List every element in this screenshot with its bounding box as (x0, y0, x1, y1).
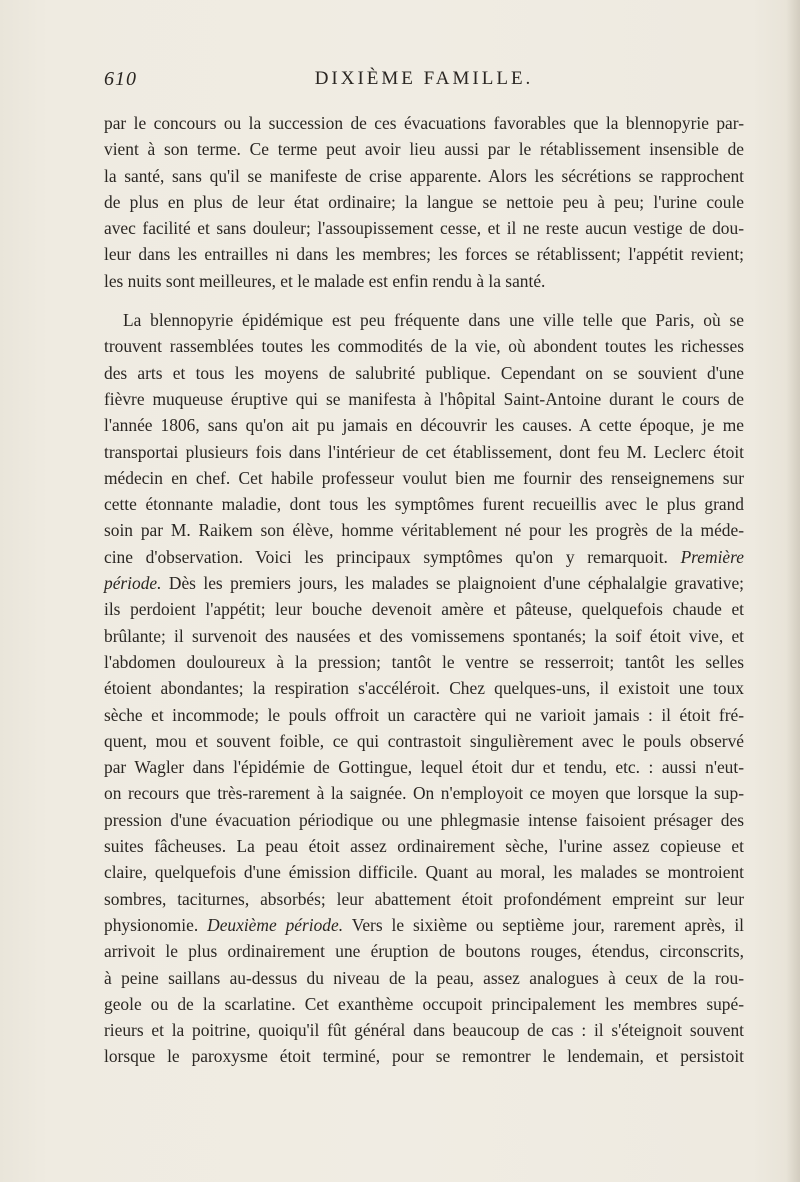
text-line (104, 570, 744, 596)
text-line: lorsque le paroxysme étoit terminé, pour se remontrer le lendemain, et persistoit (104, 1046, 744, 1067)
italic-term: Deuxième période. (207, 914, 344, 935)
text-line: par Wagler dans l'épidémie de Gottingue, lequel étoit dur et tendu, etc. : aussi n'eut- (104, 757, 744, 778)
text-line: claire, quelquefois d'une émission difficile. Quant au moral, les malades se montroient (104, 862, 744, 883)
paragraph-2 (104, 307, 744, 1070)
text-line: avec facilité et sans douleur; l'assoupissement cesse, et il ne reste aucun vestige de dou- (104, 218, 744, 239)
text-line: de plus en plus de leur état ordinaire; la langue se nettoie peu à peu; l'urine coule (104, 191, 744, 212)
italic-term: Première (680, 546, 744, 567)
page-header (104, 68, 744, 100)
text-line: transportai plusieurs fois dans l'intérieur de cet établissement, dont feu M. Leclerc étoit (104, 441, 744, 462)
italic-term: période. (104, 573, 162, 594)
text-line: suites fâcheuses. La peau étoit assez ordinairement sèche, l'urine assez copieuse et (104, 836, 744, 857)
text-line: La blennopyrie épidémique est peu fréquente dans une ville telle que Paris, où se (123, 310, 744, 331)
text-segment: Dès les premiers jours, les malades se plaignoient d'une céphalalgie gravative; (168, 573, 744, 594)
text-line: sombres, taciturnes, absorbés; leur abattement étoit profondément empreint sur leur (104, 888, 744, 909)
text-line: arrivoit le plus ordinairement une éruption de boutons rouges, étendus, circonscrits, (104, 941, 744, 962)
body-text (104, 110, 744, 1070)
text-line: cette étonnante maladie, dont tous les symptômes furent recueillis avec le plus grand (104, 494, 744, 515)
text-line: la santé, sans qu'il se manifeste de crise apparente. Alors les sécrétions se rapprochent (104, 165, 744, 186)
text-line: fièvre muqueuse éruptive qui se manifesta à l'hôpital Saint-Antoine durant le cours de (104, 388, 744, 409)
text-line: par le concours ou la succession de ces évacuations favorables que la blennopyrie par- (104, 113, 744, 133)
paragraph-1 (104, 110, 744, 294)
text-line: l'abdomen douloureux à la pression; tantôt le ventre se resserroit; tantôt les selles (104, 651, 744, 672)
page-edge-shadow (786, 0, 800, 1182)
text-line: geole ou de la scarlatine. Cet exanthème occupoit principalement les membres supé- (104, 993, 744, 1014)
text-line: leur dans les entrailles ni dans les membres; les forces se rétablissent; l'appétit revient; (104, 244, 744, 265)
text-segment: Vers le sixième ou septième jour, rarement après, il (351, 914, 744, 935)
text-line: vient à son terme. Ce terme peut avoir lieu aussi par le rétablissement insensible de (104, 139, 744, 160)
text-line: rieurs et la poitrine, quoiqu'il fût général dans beaucoup de cas : il s'éteignoit souvent (104, 1020, 744, 1041)
text-line: quent, mou et souvent foible, ce qui contrastoit singulièrement avec le pouls observé (104, 730, 744, 751)
text-segment: physionomie. (104, 914, 199, 935)
text-line: trouvent rassemblées toutes les commodités de la vie, où abondent toutes les richesses (104, 336, 744, 357)
text-line: l'année 1806, sans qu'on ait pu jamais en découvrir les causes. A cette époque, je me (104, 415, 744, 436)
text-line: ils perdoient l'appétit; leur bouche devenoit amère et pâteuse, quelquefois chaude et (104, 599, 744, 620)
text-line (104, 544, 744, 570)
text-segment: cine d'observation. Voici les principaux symptômes qu'on y remarquoit. (104, 546, 668, 567)
text-line: on recours que très-rarement à la saignée. On n'employoit ce moyen que lorsque la sup- (104, 783, 744, 804)
text-line: à peine saillans au-dessus du niveau de la peau, assez analogues à ceux de la rou- (104, 967, 744, 988)
text-line: brûlante; il survenoit des nausées et des vomissemens spontanés; la soif étoit vive, et (104, 625, 744, 646)
text-line: sèche et incommode; le pouls offroit un caractère qui ne varioit jamais : il étoit fré- (104, 704, 744, 725)
text-line: soin par M. Raikem son élève, homme véritablement né pour les progrès de la méde- (104, 520, 744, 541)
page-number: 610 (104, 68, 137, 90)
paragraph-gap (104, 294, 744, 307)
text-line: médecin en chef. Cet habile professeur voulut bien me fournir des renseignemens sur (104, 467, 744, 488)
text-line: étoient abondantes; la respiration s'accéléroit. Chez quelques-uns, il existoit une toux (104, 678, 744, 699)
text-line: pression d'une évacuation périodique ou une phlegmasie intense faisoient présager des (104, 809, 744, 830)
running-title: DIXIÈME FAMILLE. (314, 68, 534, 89)
text-line: les nuits sont meilleures, et le malade est enfin rendu à la santé. (104, 270, 546, 291)
text-line (104, 912, 744, 938)
text-line: des arts et tous les moyens de salubrité publique. Cependant on se souvient d'une (104, 362, 744, 383)
